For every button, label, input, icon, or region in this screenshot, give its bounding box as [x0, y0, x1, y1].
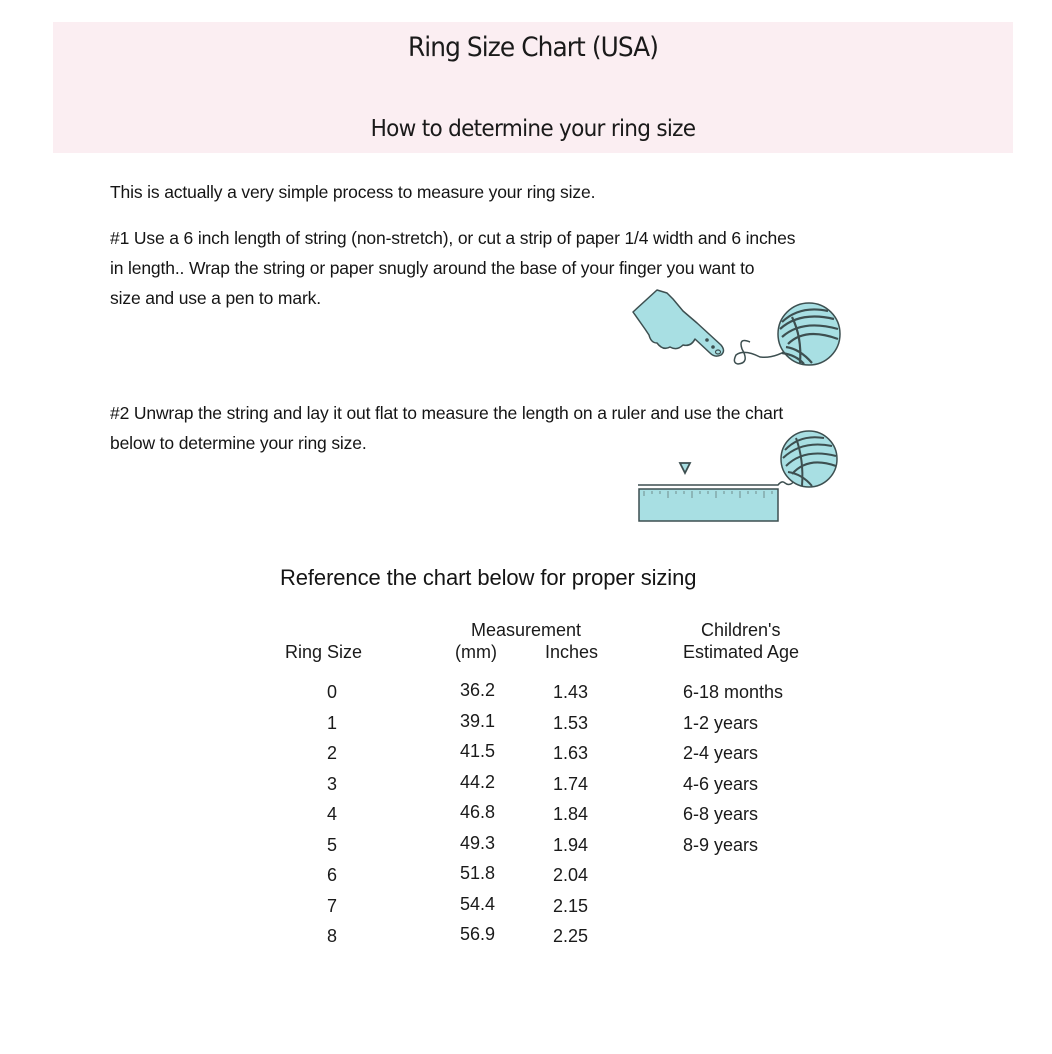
cell-age: 1-2 years	[683, 713, 759, 733]
step2-illustration	[630, 425, 845, 530]
step1-illustration	[625, 285, 850, 375]
cell-inches: 2.15	[553, 896, 589, 916]
cell-mm: 36.2	[460, 680, 496, 700]
cell-ring-size: 0	[326, 682, 337, 702]
cell-age: 6-18 months	[683, 682, 784, 702]
chart-reference-text: Reference the chart below for proper sizing	[280, 565, 697, 590]
header-mm: (mm)	[455, 642, 497, 662]
cell-age: 4-6 years	[683, 774, 759, 794]
cell-inches: 1.43	[553, 682, 589, 702]
cell-age: 6-8 years	[683, 804, 759, 824]
cell-ring-size: 4	[326, 804, 337, 824]
intro-text: This is actually a very simple process to measure your ring size.	[110, 182, 596, 202]
cell-mm: 49.3	[460, 833, 496, 853]
step1-line-2: in length.. Wrap the string or paper snugly around the base of your finger you want to	[110, 258, 755, 278]
cell-inches: 2.04	[553, 865, 589, 885]
cell-ring-size: 8	[326, 926, 337, 946]
cell-age: 2-4 years	[683, 743, 759, 763]
step1-line-3: size and use a pen to mark.	[110, 288, 321, 308]
header-estimated-age: Estimated Age	[683, 642, 800, 662]
cell-age: 8-9 years	[683, 835, 759, 855]
header-childrens: Children's	[701, 620, 781, 640]
step2-line-1: #2 Unwrap the string and lay it out flat to measure the length on a ruler and use the chart	[110, 403, 784, 423]
yarn-ball-icon	[730, 297, 850, 372]
cell-ring-size: 2	[326, 743, 337, 763]
cell-ring-size: 1	[326, 713, 337, 733]
cell-inches: 1.84	[553, 804, 589, 824]
header-inches: Inches	[545, 642, 599, 662]
cell-ring-size: 5	[326, 835, 337, 855]
cell-mm: 54.4	[460, 894, 496, 914]
cell-mm: 41.5	[460, 741, 496, 761]
header-banner	[53, 22, 1013, 153]
cell-mm: 39.1	[460, 711, 496, 731]
step1-line-1: #1 Use a 6 inch length of string (non-stretch), or cut a strip of paper 1/4 width and 6 inches	[110, 228, 796, 248]
cell-inches: 1.74	[553, 774, 589, 794]
header-ring-size: Ring Size	[285, 642, 363, 662]
cell-inches: 1.94	[553, 835, 589, 855]
cell-inches: 2.25	[553, 926, 589, 946]
page-title: Ring Size Chart (USA)	[407, 32, 659, 63]
cell-inches: 1.53	[553, 713, 589, 733]
cell-inches: 1.63	[553, 743, 589, 763]
cell-mm: 51.8	[460, 863, 496, 883]
cell-mm: 56.9	[460, 924, 496, 944]
cell-mm: 44.2	[460, 772, 496, 792]
cell-mm: 46.8	[460, 802, 496, 822]
step2-line-2: below to determine your ring size.	[110, 433, 367, 453]
marker-triangle-icon	[680, 463, 690, 473]
header-measurement: Measurement	[471, 620, 582, 640]
cell-ring-size: 7	[326, 896, 337, 916]
cell-ring-size: 6	[326, 865, 337, 885]
yarn-ball-icon	[778, 428, 842, 492]
cell-ring-size: 3	[326, 774, 337, 794]
section-subtitle: How to determine your ring size	[370, 114, 696, 142]
